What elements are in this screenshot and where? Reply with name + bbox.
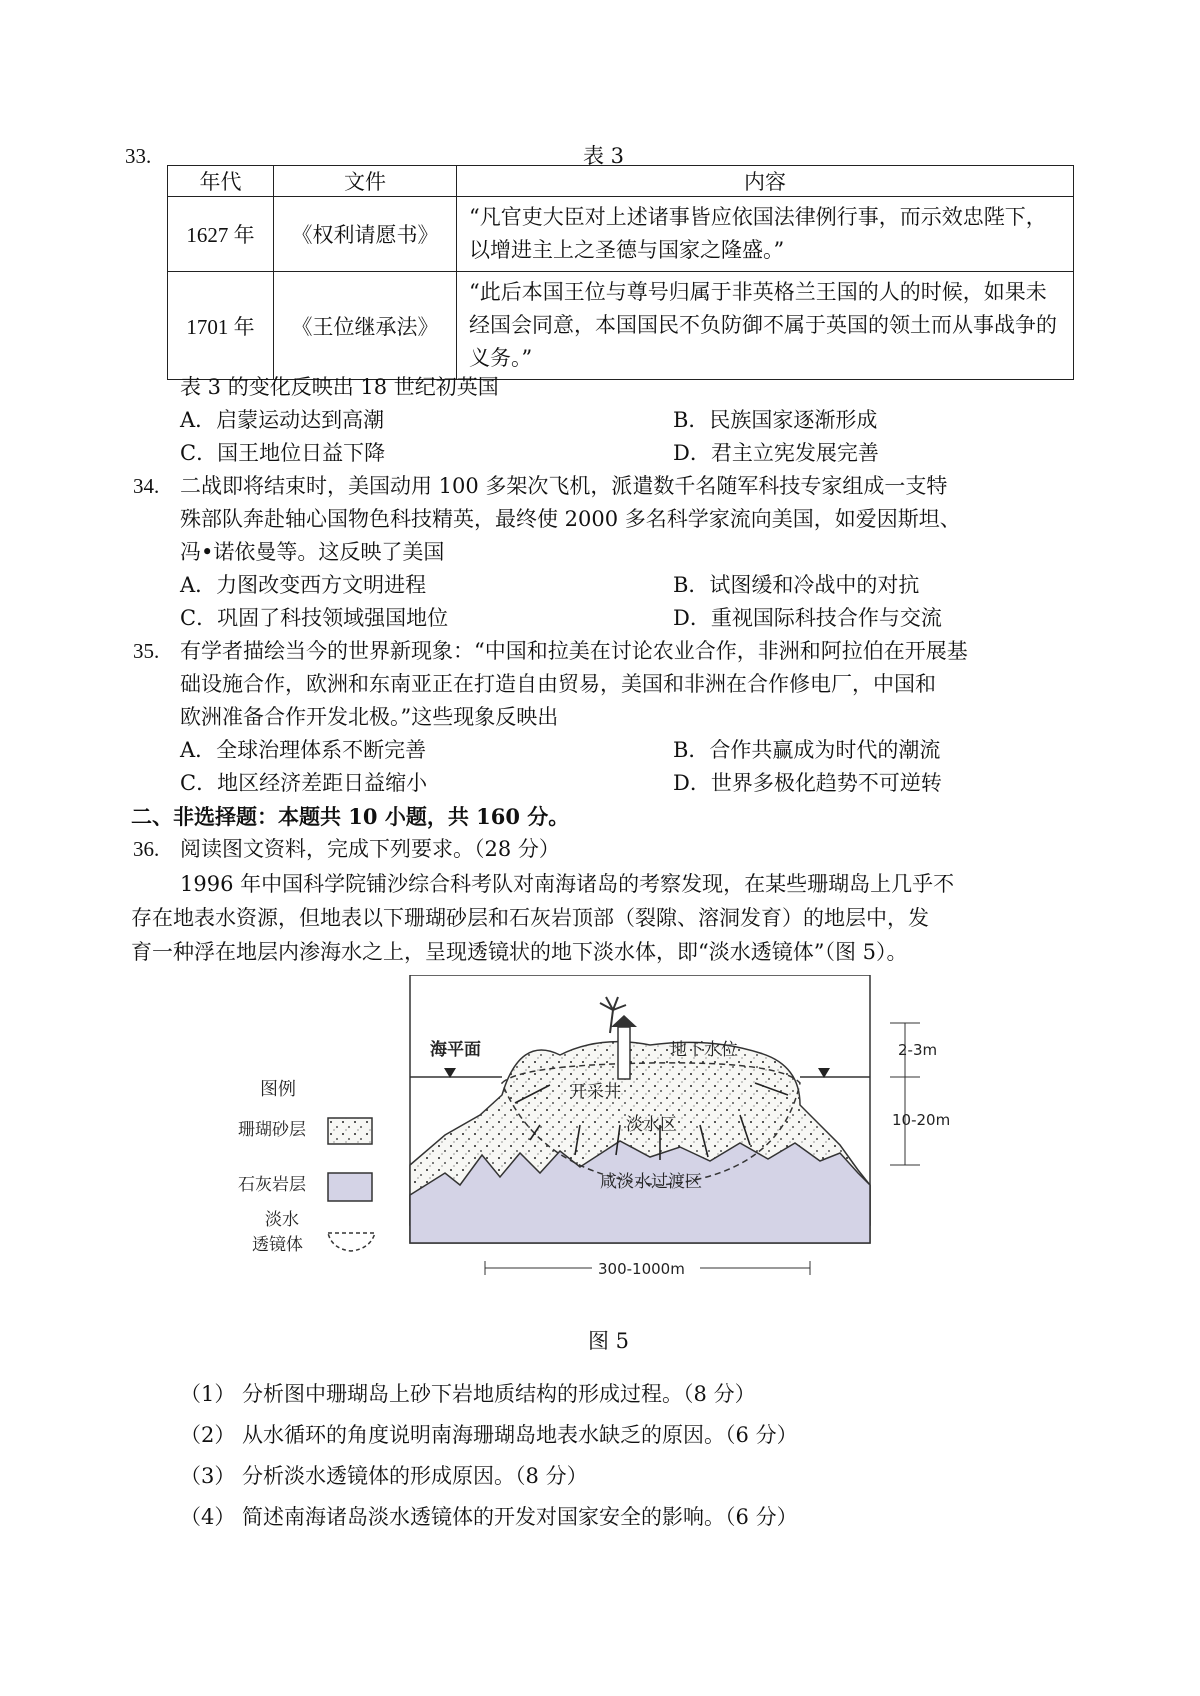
q36-paragraph-line: 存在地表水资源，但地表以下珊瑚砂层和石灰岩顶部（裂隙、溶洞发育）的地层中，发 (131, 906, 929, 930)
table-header: 内容 (457, 166, 1074, 197)
label-well: 开采井 (570, 1082, 621, 1102)
dim-label-depth: 10-20m (892, 1111, 951, 1129)
table-cell-content: “凡官吏大臣对上述诸事皆应依国法律例行事，而示效忠陛下，以增进主上之圣德与国家之隆盛。” (457, 197, 1074, 272)
q34-option-a[interactable]: A．力图改变西方文明进程 (180, 573, 427, 597)
subquestion: （1） 分析图中珊瑚岛上砂下岩地质结构的形成过程。（8 分） (180, 1382, 756, 1406)
figure-5-diagram (220, 975, 980, 1315)
table-title: 表 3 (583, 144, 625, 168)
q34-number: 34. (133, 474, 160, 498)
label-fresh-zone: 淡水区 (626, 1115, 677, 1135)
legend-lens-label: 淡水 (265, 1210, 299, 1230)
table-cell-year: 1627 年 (168, 197, 274, 272)
q33-option-d[interactable]: D．君主立宪发展完善 (673, 441, 879, 465)
q36-intro: 阅读图文资料，完成下列要求。（28 分） (180, 837, 560, 861)
table-header: 文件 (274, 166, 457, 197)
table-cell-doc: 《权利请愿书》 (274, 197, 457, 272)
label-water-table: 地下水位 (670, 1040, 738, 1060)
q35-line: 有学者描绘当今的世界新现象：“中国和拉美在讨论农业合作，非洲和阿拉伯在开展基 (180, 639, 968, 663)
legend-sand-label: 珊瑚砂层 (238, 1120, 306, 1140)
q36-paragraph-line: 育一种浮在地层内渗海水之上，呈现透镜状的地下淡水体，即“淡水透镜体”（图 5）。 (131, 940, 908, 964)
q35-line: 欧洲准备合作开发北极。”这些现象反映出 (180, 705, 559, 729)
legend-title: 图例 (260, 1079, 296, 1100)
q34-option-b[interactable]: B．试图缓和冷战中的对抗 (673, 573, 920, 597)
q35-number: 35. (133, 639, 160, 663)
q34-line: 殊部队奔赴轴心国物色科技精英，最终使 2000 多名科学家流向美国，如爱因斯坦、 (180, 507, 961, 531)
q33-stem: 表 3 的变化反映出 18 世纪初英国 (180, 375, 499, 399)
legend-limestone-label: 石灰岩层 (238, 1175, 306, 1195)
subquestion: （4） 简述南海诸岛淡水透镜体的开发对国家安全的影响。（6 分） (180, 1505, 798, 1529)
legend-limestone-swatch (328, 1173, 372, 1201)
q34-option-c[interactable]: C．巩固了科技领域强国地位 (180, 606, 449, 630)
table-header-row (168, 166, 1074, 197)
table-row (168, 272, 1074, 380)
q34-line: 冯•诺依曼等。这反映了美国 (180, 540, 445, 564)
table-cell-doc: 《王位继承法》 (274, 272, 457, 380)
q33-option-c[interactable]: C．国王地位日益下降 (180, 441, 386, 465)
subquestion: （2） 从水循环的角度说明南海珊瑚岛地表水缺乏的原因。（6 分） (180, 1423, 798, 1447)
q35-option-c[interactable]: C．地区经济差距日益缩小 (180, 771, 428, 795)
label-sea-level: 海平面 (430, 1040, 481, 1060)
table-row (168, 197, 1074, 272)
q35-option-a[interactable]: A．全球治理体系不断完善 (180, 738, 427, 762)
q34-option-d[interactable]: D．重视国际科技合作与交流 (673, 606, 942, 630)
q34-line: 二战即将结束时，美国动用 100 多架次飞机，派遣数千名随军科技专家组成一支特 (180, 474, 948, 498)
q35-line: 础设施合作，欧洲和东南亚正在打造自由贸易，美国和非洲在合作修电厂，中国和 (180, 672, 936, 696)
q33-option-b[interactable]: B．民族国家逐渐形成 (673, 408, 878, 432)
dim-label-top: 2-3m (898, 1041, 938, 1059)
table-header: 年代 (168, 166, 274, 197)
q36-number: 36. (133, 837, 160, 861)
well-icon (618, 1027, 630, 1079)
q33-number: 33. (125, 144, 152, 168)
table-cell-content: “此后本国王位与尊号归属于非英格兰王国的人的时候，如果未经国会同意，本国国民不负防御不属于英国的领土而从事战争的义务。” (457, 272, 1074, 380)
section-heading: 二、非选择题：本题共 10 小题，共 160 分。 (131, 804, 570, 829)
legend-sand-swatch (328, 1118, 372, 1144)
dim-label-width: 300-1000m (598, 1260, 685, 1278)
figure-caption: 图 5 (588, 1329, 630, 1353)
table-cell-year: 1701 年 (168, 272, 274, 380)
q36-paragraph-line: 1996 年中国科学院铺沙综合科考队对南海诸岛的考察发现，在某些珊瑚岛上几乎不 (180, 872, 955, 896)
q33-option-a[interactable]: A．启蒙运动达到高潮 (180, 408, 385, 432)
label-transition-zone: 咸淡水过渡区 (600, 1172, 702, 1192)
legend-lens-label: 透镜体 (252, 1235, 303, 1255)
legend-lens-swatch (328, 1233, 375, 1251)
subquestion: （3） 分析淡水透镜体的形成原因。（8 分） (180, 1464, 588, 1488)
q35-option-b[interactable]: B．合作共赢成为时代的潮流 (673, 738, 941, 762)
q35-option-d[interactable]: D．世界多极化趋势不可逆转 (673, 771, 942, 795)
table-3 (167, 165, 1074, 380)
